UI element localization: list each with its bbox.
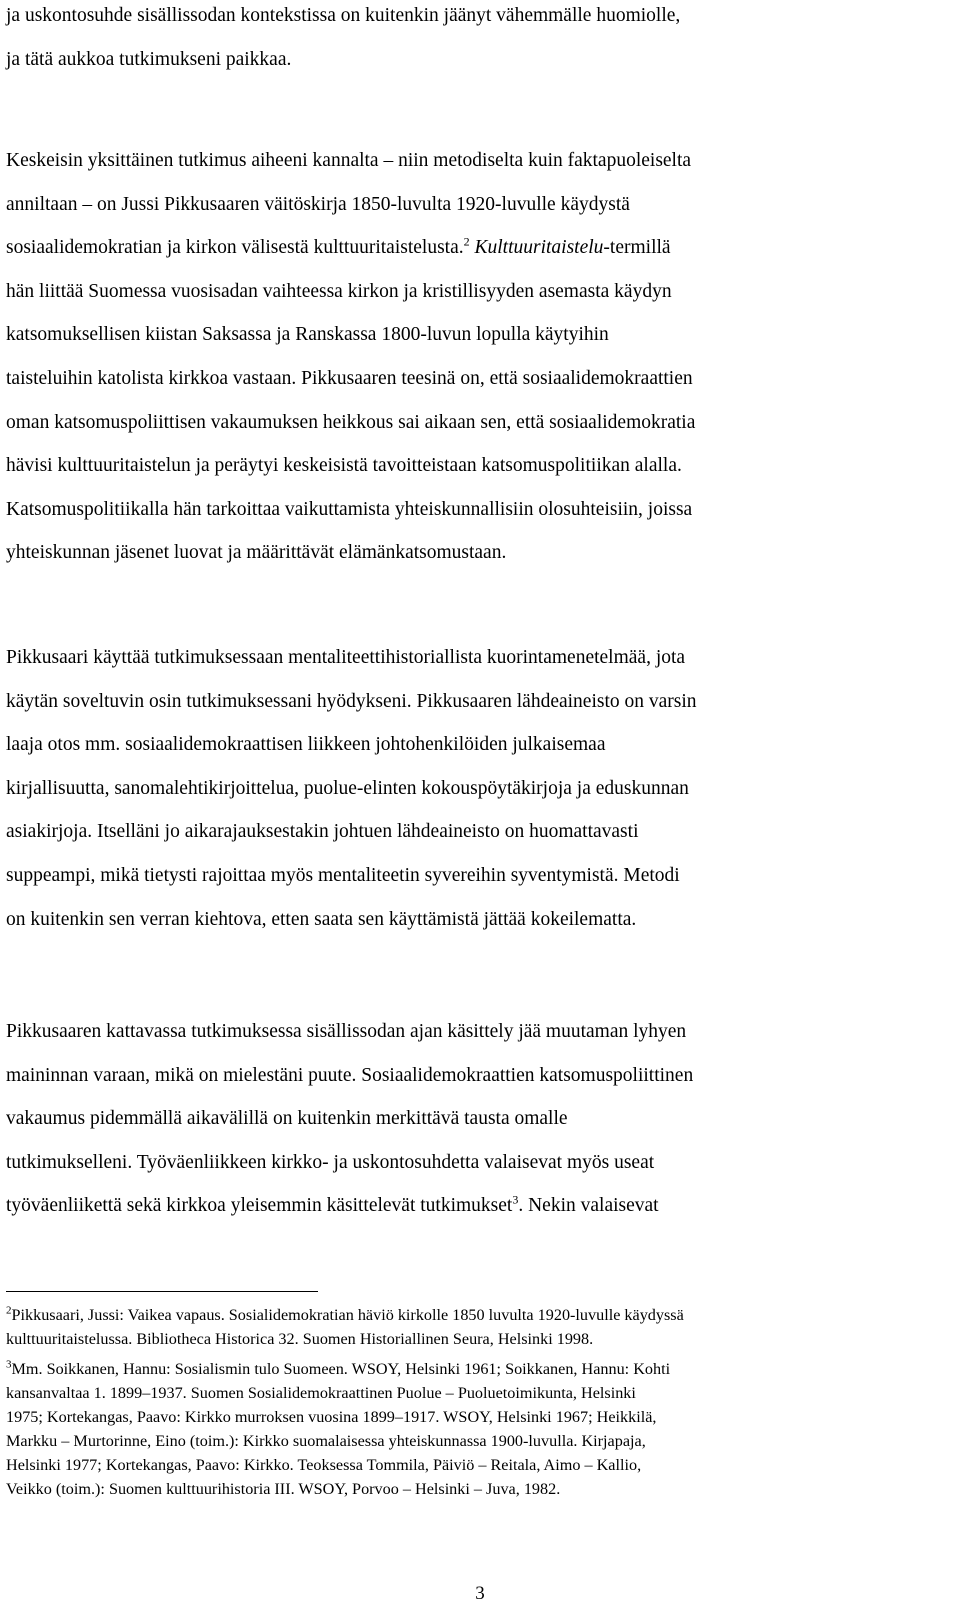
footnote-text: Mm. Soikkanen, Hannu: Sosialismin tulo Suomeen. WSOY, Helsinki 1961; Soikkanen, Hannu: Kohti <box>11 1360 671 1378</box>
text-line-with-footnote <box>6 1184 936 1228</box>
text-line: katsomuksellisen kiistan Saksassa ja Ranskassa 1800-luvun lopulla käytyihin <box>6 324 609 346</box>
text-line: anniltaan – on Jussi Pikkusaaren väitöskirja 1850-luvulta 1920-luvulle käydystä <box>6 193 630 215</box>
text-line: Pikkusaaren kattavassa tutkimuksessa sisällissodan ajan käsittely jää muutaman lyhyen <box>6 1021 687 1042</box>
text-line: kirjallisuutta, sanomalehtikirjoittelua, puolue-elinten kokouspöytäkirjoja ja eduskunnan <box>6 777 689 799</box>
footnote-line <box>6 1357 936 1381</box>
text-line: asiakirjoja. Itselläni jo aikarajauksestakin johtuen lähdeaineisto on huomattavasti <box>6 821 639 843</box>
footnote-number: 2 <box>6 1304 12 1317</box>
paragraph-pikkusaari-dissertation <box>6 139 936 575</box>
text-line: vakaumus pidemmällä aikavälillä on kuitenkin merkittävä tausta omalle <box>6 1108 568 1130</box>
footnote-line: Markku – Murtorinne, Eino (toim.): Kirkko suomalaisessa yhteiskunnassa 1900-luvulla. Kirjapaja, <box>6 1432 646 1450</box>
italic-term: Kulttuuritaistelu <box>474 237 604 259</box>
text-line: yhteiskunnan jäsenet luovat ja määrittävät elämänkatsomustaan. <box>6 542 507 564</box>
footnote-separator <box>6 1291 318 1292</box>
text-fragment: sosiaalidemokratian ja kirkon välisestä kulttuuritaistelusta. <box>6 237 464 259</box>
footnote-line: 1975; Kortekangas, Paavo: Kirkko murroksen vuosina 1899–1917. WSOY, Helsinki 1967; Heikkilä, <box>6 1408 657 1426</box>
text-line: oman katsomuspoliittisen vakaumuksen heikkous sai aikaan sen, että sosiaalidemokratia <box>6 411 696 433</box>
footnote-line <box>6 1303 936 1327</box>
paragraph-civil-war <box>6 1010 936 1228</box>
footnote-text: Pikkusaari, Jussi: Vaikea vapaus. Sosialidemokratian häviö kirkolle 1850 luvulta 1920-luvulle käydyssä <box>11 1306 684 1324</box>
footnote-line: Helsinki 1977; Kortekangas, Paavo: Kirkko. Teoksessa Tommila, Päiviö – Reitala, Aimo – Kallio, <box>6 1456 642 1474</box>
text-line: ja tätä aukkoa tutkimukseni paikkaa. <box>6 48 292 70</box>
footnote-line: kulttuuritaistelussa. Bibliotheca Historica 32. Suomen Historiallinen Seura, Helsinki 1998. <box>6 1330 594 1348</box>
footnote-3 <box>6 1357 936 1501</box>
text-line: tutkimukselleni. Työväenliikkeen kirkko- ja uskontosuhdetta valaisevat myös useat <box>6 1151 655 1173</box>
text-line: suppeampi, mikä tietysti rajoittaa myös mentaliteetin syvereihin syventymistä. Metodi <box>6 864 680 886</box>
text-line: Pikkusaari käyttää tutkimuksessaan mentaliteettihistoriallista kuorintamenetelmää, jota <box>6 647 686 668</box>
paragraph-continuation <box>6 0 936 81</box>
text-line: käytän soveltuvin osin tutkimuksessani hyödykseni. Pikkusaaren lähdeaineisto on varsin <box>6 690 697 712</box>
footnote-ref-2[interactable]: 2 <box>463 234 470 249</box>
text-fragment: -termillä <box>603 237 671 259</box>
text-line: Keskeisin yksittäinen tutkimus aiheeni kannalta – niin metodiselta kuin faktapuoleiselta <box>6 150 692 171</box>
text-line: maininnan varaan, mikä on mielestäni puute. Sosiaalidemokraattien katsomuspoliittinen <box>6 1064 694 1086</box>
footnote-line: Veikko (toim.): Suomen kulttuurihistoria III. WSOY, Porvoo – Helsinki – Juva, 1982. <box>6 1480 561 1498</box>
text-fragment: . Nekin valaisevat <box>518 1195 659 1217</box>
text-line: laaja otos mm. sosiaalidemokraattisen liikkeen johtohenkilöiden julkaisemaa <box>6 734 606 756</box>
text-line: on kuitenkin sen verran kiehtova, etten saata sen käyttämistä jättää kokeilematta. <box>6 908 637 930</box>
footnotes <box>6 1303 936 1507</box>
text-line: hävisi kulttuuritaistelun ja peräytyi keskeisistä tavoitteistaan katsomuspolitiikan alalla. <box>6 455 682 477</box>
text-line: hän liittää Suomessa vuosisadan vaihteessa kirkon ja kristillisyyden asemasta käydyn <box>6 280 672 302</box>
page-number: 3 <box>475 1583 485 1604</box>
text-line-with-footnote <box>6 226 936 270</box>
text-line: Katsomuspolitiikalla hän tarkoittaa vaikuttamista yhteiskunnallisiin olosuhteisiin, joissa <box>6 498 693 520</box>
text-line: ja uskontosuhde sisällissodan kontekstissa on kuitenkin jäänyt vähemmälle huomiolle, <box>6 5 681 26</box>
paragraph-method <box>6 636 936 941</box>
footnote-ref-3[interactable]: 3 <box>512 1192 519 1207</box>
text-line: taisteluihin katolista kirkkoa vastaan. Pikkusaaren teesinä on, että sosiaalidemokraattien <box>6 367 693 389</box>
footnote-line: kansanvaltaa 1. 1899–1937. Suomen Sosialidemokraattinen Puolue – Puoluetoimikunta, Helsinki <box>6 1384 636 1402</box>
footnote-number: 3 <box>6 1358 12 1371</box>
footnote-2 <box>6 1303 936 1351</box>
text-fragment: työväenliikettä sekä kirkkoa yleisemmin käsittelevät tutkimukset <box>6 1195 513 1217</box>
